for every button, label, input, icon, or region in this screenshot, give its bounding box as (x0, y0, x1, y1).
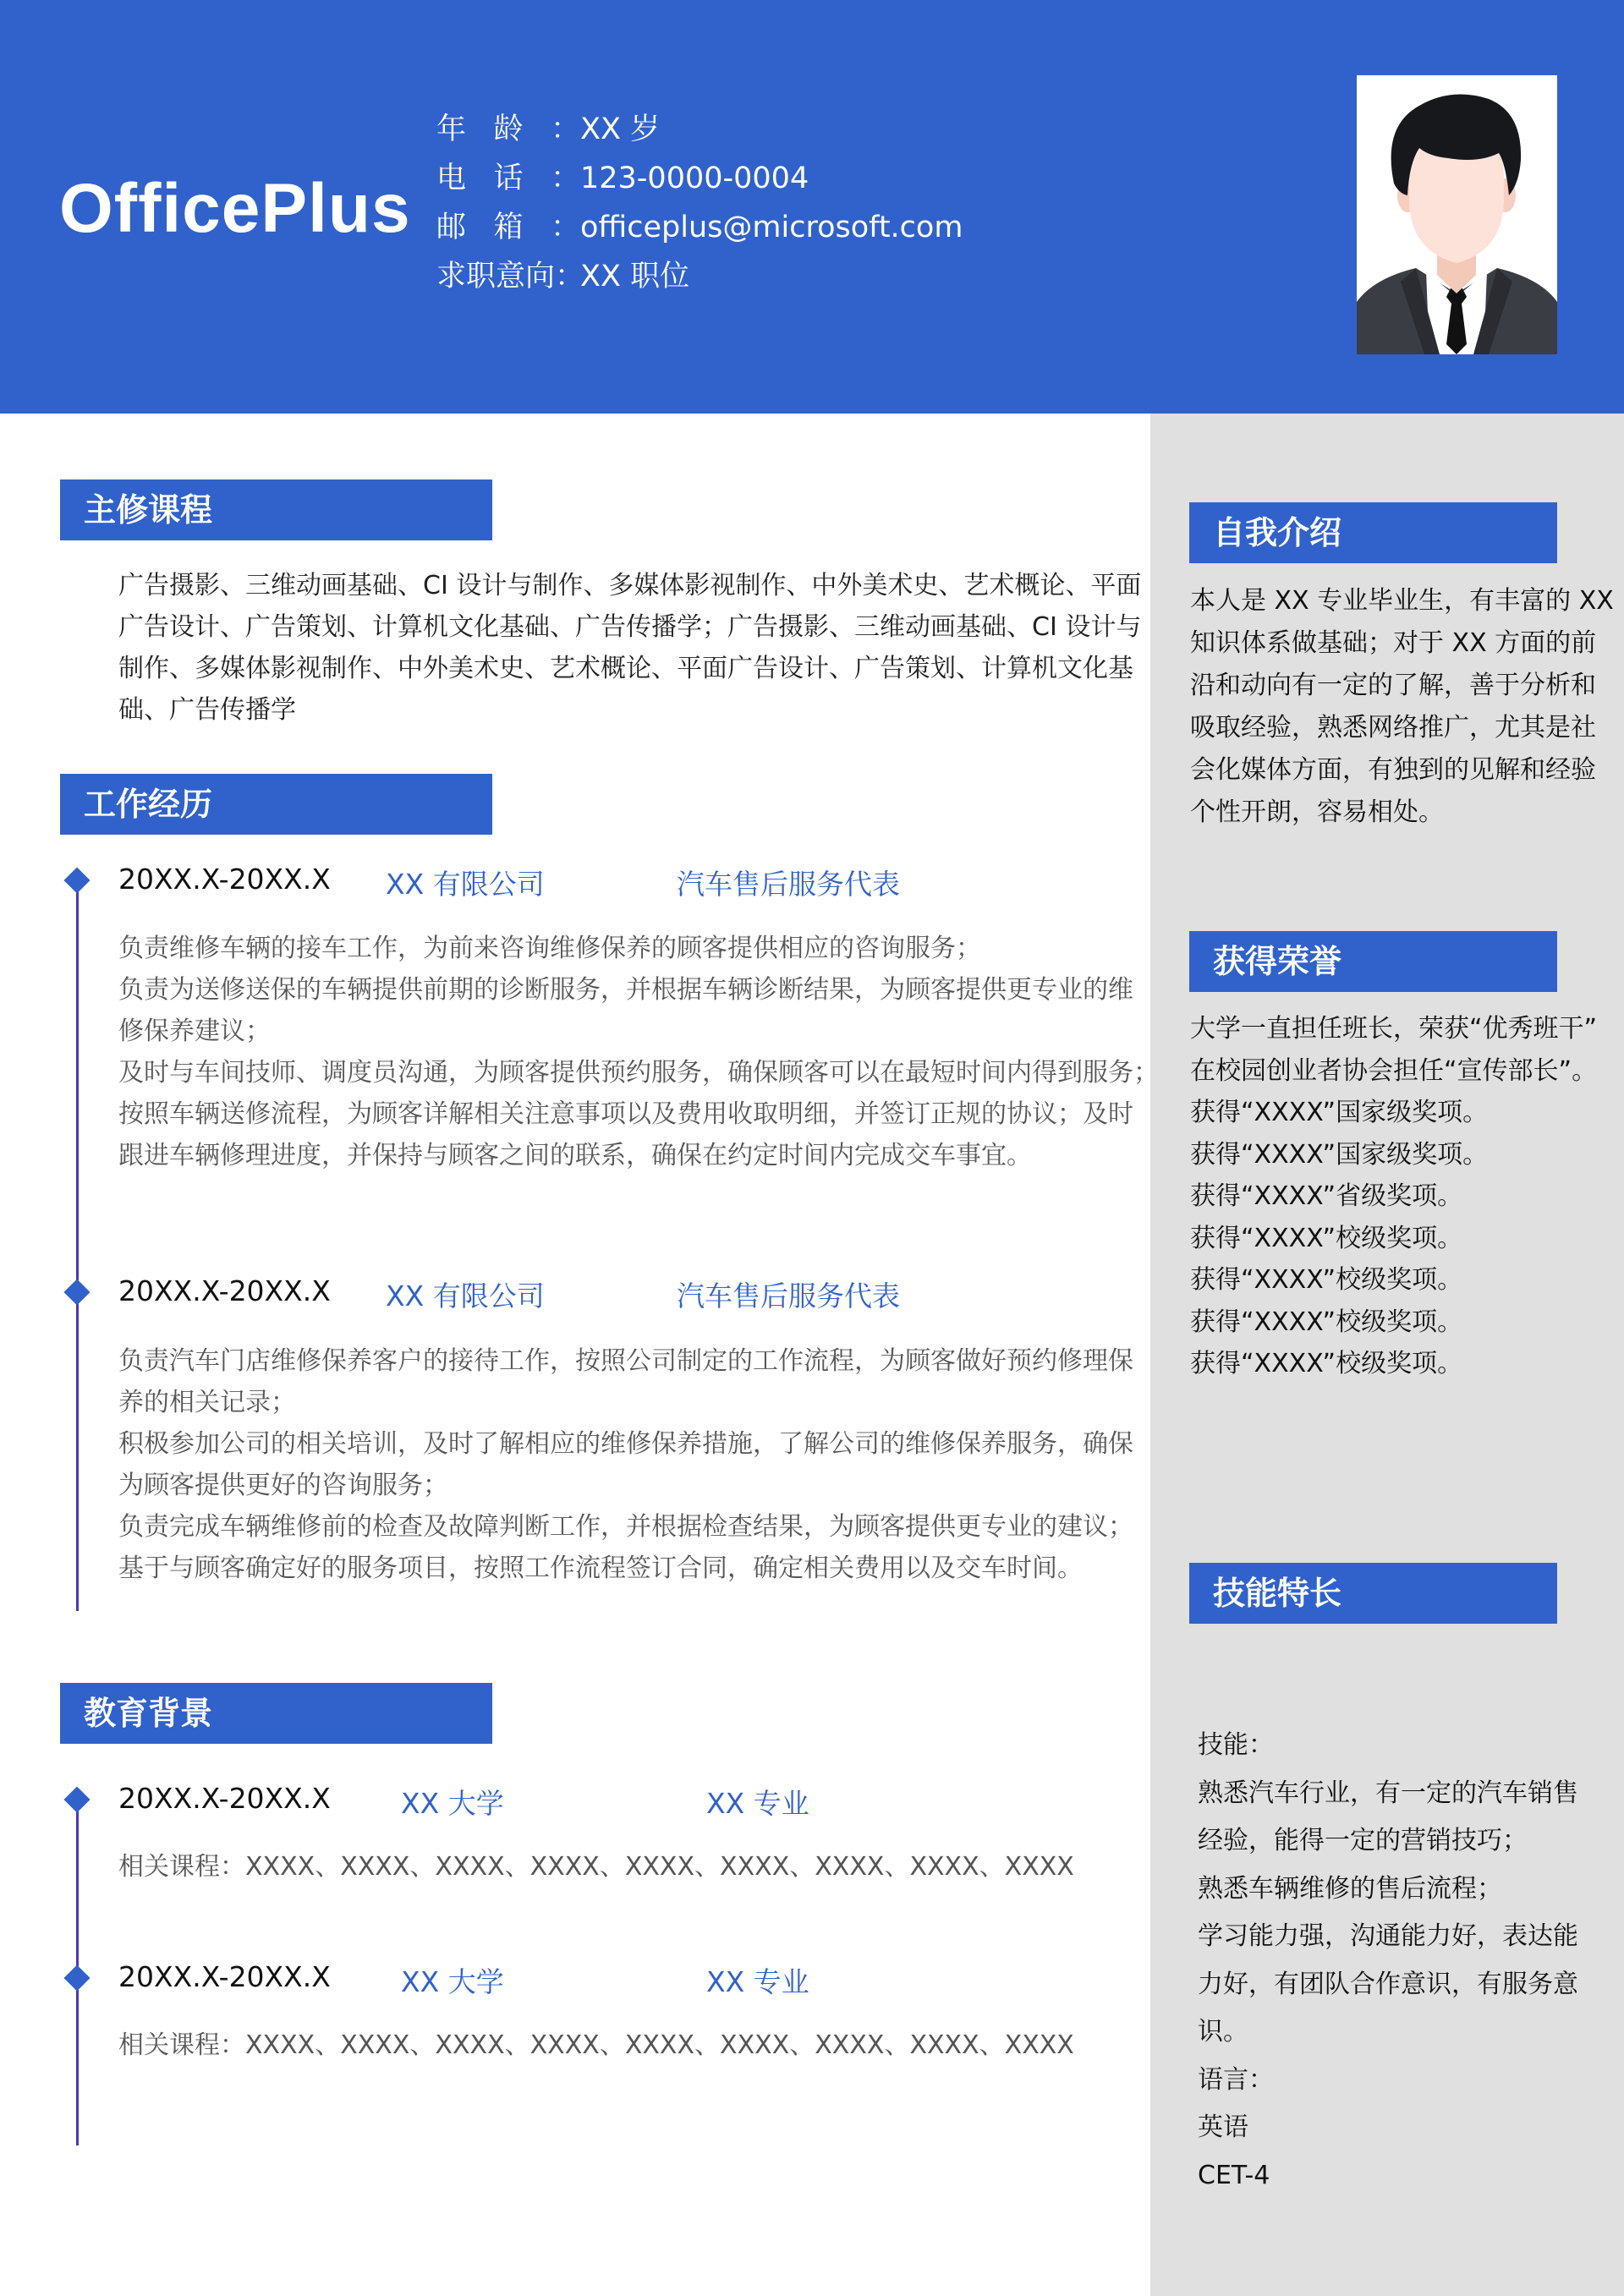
timeline-diamond-icon (63, 1279, 90, 1305)
avatar (1357, 75, 1557, 354)
education-school: XX 大学 (401, 1965, 504, 1998)
section-title-honors: 获得荣誉 (1189, 931, 1557, 992)
courses-line: 广告摄影、三维动画基础、CI 设计与制作、多媒体影视制作、中外美术史、艺术概论、平面 (118, 571, 1142, 600)
work-role: 汽车售后服务代表 (677, 868, 900, 901)
honors-list (1190, 1008, 1597, 1385)
work-company: XX 有限公司 (386, 868, 545, 901)
honor-item: 大学一直担任班长，荣获“优秀班干” (1190, 1014, 1598, 1044)
education-date: 20XX.X-20XX.X (118, 1960, 331, 1993)
education-school: XX 大学 (401, 1787, 504, 1820)
info-row-email (436, 203, 963, 252)
work-description (118, 1340, 1133, 1589)
work-description (118, 928, 1159, 1176)
contact-info (436, 105, 963, 301)
work-line: 为顾客提供更好的咨询服务； (118, 1471, 448, 1500)
skill-line: 英语 (1198, 2112, 1248, 2142)
work-line: 积极参加公司的相关培训，及时了解相应的维修保养措施，了解公司的维修保养服务，确保 (118, 1429, 1133, 1459)
courses-text (118, 565, 1141, 731)
skill-line: 语言： (1198, 2064, 1274, 2095)
work-line: 负责为送修送保的车辆提供前期的诊断服务，并根据车辆诊断结果，为顾客提供更专业的维 (118, 975, 1133, 1005)
intro-line: 吸取经验，熟悉网络推广，尤其是社 (1190, 713, 1596, 743)
section-title-education: 教育背景 (60, 1683, 492, 1744)
courses-line: 广告设计、广告策划、计算机文化基础、广告传播学；广告摄影、三维动画基础、CI 设计与 (118, 612, 1142, 642)
work-timeline-line (76, 879, 79, 1611)
work-line: 跟进车辆修理进度，并保持与顾客之间的联系，确保在约定时间内完成交车事宜。 (118, 1141, 1032, 1170)
honor-item: 获得“XXXX”校级奖项。 (1190, 1307, 1463, 1337)
info-label: 电话： (436, 162, 580, 195)
honor-item: 获得“XXXX”省级奖项。 (1190, 1181, 1463, 1211)
skill-line: CET-4 (1198, 2160, 1270, 2190)
work-company: XX 有限公司 (386, 1280, 545, 1312)
work-line: 负责完成车辆维修前的检查及故障判断工作，并根据检查结果，为顾客提供更专业的建议； (118, 1512, 1133, 1542)
courses-line: 础、广告传播学 (118, 695, 296, 725)
skill-line: 经验，能得一定的营销技巧； (1198, 1826, 1528, 1855)
info-label: 求职意向： (436, 260, 585, 293)
work-role: 汽车售后服务代表 (677, 1280, 900, 1312)
work-date: 20XX.X-20XX.X (118, 863, 331, 896)
info-row-job-intention (436, 252, 963, 301)
education-major: XX 专业 (706, 1787, 809, 1820)
education-courses: 相关课程：XXXX、XXXX、XXXX、XXXX、XXXX、XXXX、XXXX、XXXX、XXXX (118, 2030, 1074, 2060)
timeline-diamond-icon (63, 1786, 90, 1812)
education-major: XX 专业 (706, 1965, 809, 1998)
honor-item: 获得“XXXX”国家级奖项。 (1190, 1098, 1489, 1127)
info-label: 邮箱： (436, 211, 580, 244)
work-date: 20XX.X-20XX.X (118, 1274, 331, 1307)
work-line: 按照车辆送修流程，为顾客详解相关注意事项以及费用收取明细，并签订正规的协议；及时 (118, 1099, 1133, 1129)
info-row-age (436, 105, 963, 154)
honor-item: 获得“XXXX”校级奖项。 (1190, 1349, 1463, 1378)
info-label: 年龄： (436, 112, 580, 146)
education-date: 20XX.X-20XX.X (118, 1782, 331, 1815)
work-line: 养的相关记录； (118, 1388, 296, 1417)
section-title-courses: 主修课程 (60, 479, 492, 540)
section-title-work: 工作经历 (60, 774, 492, 835)
honor-item: 获得“XXXX”国家级奖项。 (1190, 1139, 1489, 1170)
avatar-portrait-icon (1357, 75, 1557, 354)
timeline-diamond-icon (63, 1964, 90, 1991)
info-value: XX 职位 (580, 260, 690, 293)
info-value: 123-0000-0004 (580, 162, 809, 195)
skill-line: 技能： (1198, 1730, 1274, 1760)
brand-name: OfficePlus (59, 170, 411, 247)
timeline-diamond-icon (63, 867, 90, 893)
courses-line: 制作、多媒体影视制作、中外美术史、艺术概论、平面广告设计、广告策划、计算机文化基 (118, 654, 1133, 683)
intro-line: 本人是 XX 专业毕业生，有丰富的 XX (1190, 586, 1614, 616)
skill-line: 熟悉汽车行业，有一定的汽车销售 (1198, 1778, 1578, 1808)
work-line: 及时与车间技师、调度员沟通，为顾客提供预约服务，确保顾客可以在最短时间内得到服务； (118, 1058, 1159, 1088)
section-title-intro: 自我介绍 (1189, 502, 1557, 563)
intro-line: 会化媒体方面，有独到的见解和经验 (1190, 755, 1596, 785)
honor-item: 在校园创业者协会担任“宣传部长”。 (1190, 1055, 1598, 1086)
info-value: XX 岁 (580, 112, 661, 146)
work-line: 修保养建议； (118, 1016, 271, 1046)
skill-line: 识。 (1198, 2017, 1248, 2047)
intro-line: 沿和动向有一定的了解，善于分析和 (1190, 671, 1596, 700)
info-value: officeplus@microsoft.com (580, 211, 963, 244)
honor-item: 获得“XXXX”校级奖项。 (1190, 1223, 1463, 1253)
education-courses: 相关课程：XXXX、XXXX、XXXX、XXXX、XXXX、XXXX、XXXX、XXXX、XXXX (118, 1852, 1074, 1882)
work-line: 负责汽车门店维修保养客户的接待工作，按照公司制定的工作流程，为顾客做好预约修理保 (118, 1346, 1133, 1376)
header-banner (0, 0, 1624, 414)
work-line: 负责维修车辆的接车工作，为前来咨询维修保养的顾客提供相应的咨询服务； (118, 934, 981, 963)
skill-line: 熟悉车辆维修的售后流程； (1198, 1873, 1502, 1904)
honor-item: 获得“XXXX”校级奖项。 (1190, 1265, 1463, 1295)
info-row-phone (436, 154, 963, 203)
work-line: 基于与顾客确定好的服务项目，按照工作流程签订合同，确定相关费用以及交车时间。 (118, 1553, 1083, 1583)
skill-line: 学习能力强，沟通能力好，表达能 (1198, 1921, 1578, 1951)
skills-text (1198, 1722, 1578, 2200)
intro-line: 个性开朗，容易相处。 (1190, 797, 1444, 827)
skill-line: 力好，有团队合作意识，有服务意 (1198, 1969, 1578, 1999)
intro-line: 知识体系做基础；对于 XX 方面的前 (1190, 628, 1597, 658)
intro-text (1190, 580, 1614, 834)
section-title-skills: 技能特长 (1189, 1563, 1557, 1624)
